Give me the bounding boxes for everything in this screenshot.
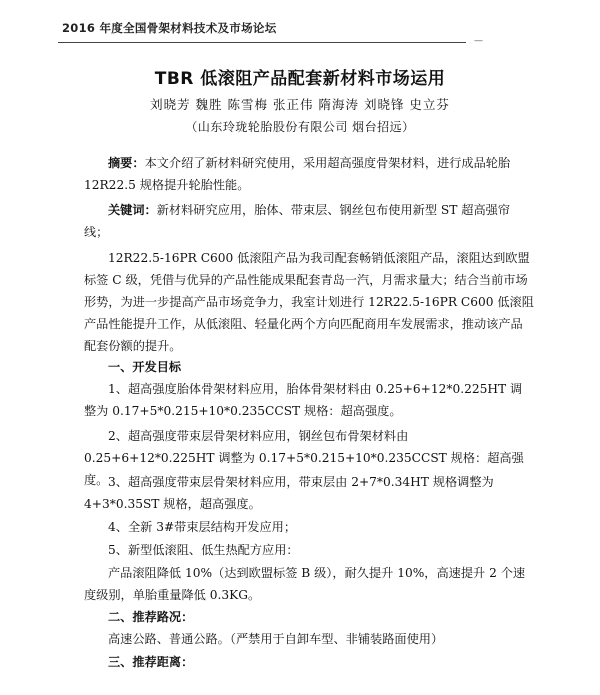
goal-item-4: 4、全新 3#带束层结构开发应用； [108,520,297,534]
paper-title: TBR 低滚阻产品配套新材料市场运用 [154,69,446,89]
abstract-label: 摘要： [108,156,145,170]
keywords-text: 新材料研究应用，胎体、带束层、钢丝包布使用新型 ST 超高强帘线； [84,203,511,239]
section-heading-route: 二、推荐路况： [108,610,194,624]
goal-item-5-detail: 产品滚阻降低 10%（达到欧盟标签 B 级），耐久提升 10%，高速提升 2 个速度级别，单胎重量降低 0.3KG。 [84,566,526,602]
goal-item-5: 5、新型低滚阻、低生热配方应用： [108,543,299,557]
goal-item-2: 2、超高强度带束层骨架材料应用，钢丝包布骨架材料由 0.25+6+12*0.225HT 调整为 0.17+5*0.215+10*0.235CCST 规格：超高强度。 [84,429,524,487]
section-heading-distance: 三、推荐距离： [108,655,194,669]
route-text: 高速公路、普通公路。（严禁用于自卸车型、非铺装路面使用） [108,632,444,646]
keywords [84,199,534,243]
abstract-text: 本文介绍了新材料研究使用，采用超高强度骨架材料，进行成品轮胎12R22.5 规格提升轮胎性能。 [84,156,511,192]
abstract [84,152,534,196]
goal-item-1: 1、超高强度胎体骨架材料应用，胎体骨架材料由 0.25+6+12*0.225HT 调整为 0.17+5*0.215+10*0.235CCST 规格：超高强度。 [84,382,523,418]
goal-item-3: 3、超高强度带束层骨架材料应用，带束层由 2+7*0.34HT 规格调整为 4+3*0.35ST 规格，超高强度。 [84,475,494,511]
header-rule [58,42,466,43]
keywords-label: 关键词： [108,203,157,217]
affiliation: （山东玲珑轮胎股份有限公司 烟台招远） [185,120,415,134]
intro-paragraph: 12R22.5-16PR C600 低滚阻产品为我司配套畅销低滚阻产品，滚阻达到欧盟标签 C 级，凭借与优异的产品性能成果配套青岛一汽，月需求量大；结合当前市场形势，为进一步提高产品市场竞争力，我室计划进行 12R22.5-16PR C600 低滚阻产品性能提升工作，从低滚阻、轻量化两个方向匹配商用车发展需求，推动该产品配套份额的提升。 [84,251,534,353]
running-header: 2016 年度全国骨架材料技术及市场论坛 [62,21,277,35]
header-page-mark: — [474,36,483,46]
author-list: 刘晓芳 魏胜 陈雪梅 张正伟 隋海涛 刘晓锋 史立芬 [150,97,450,112]
section-heading-goals: 一、开发目标 [108,360,182,374]
